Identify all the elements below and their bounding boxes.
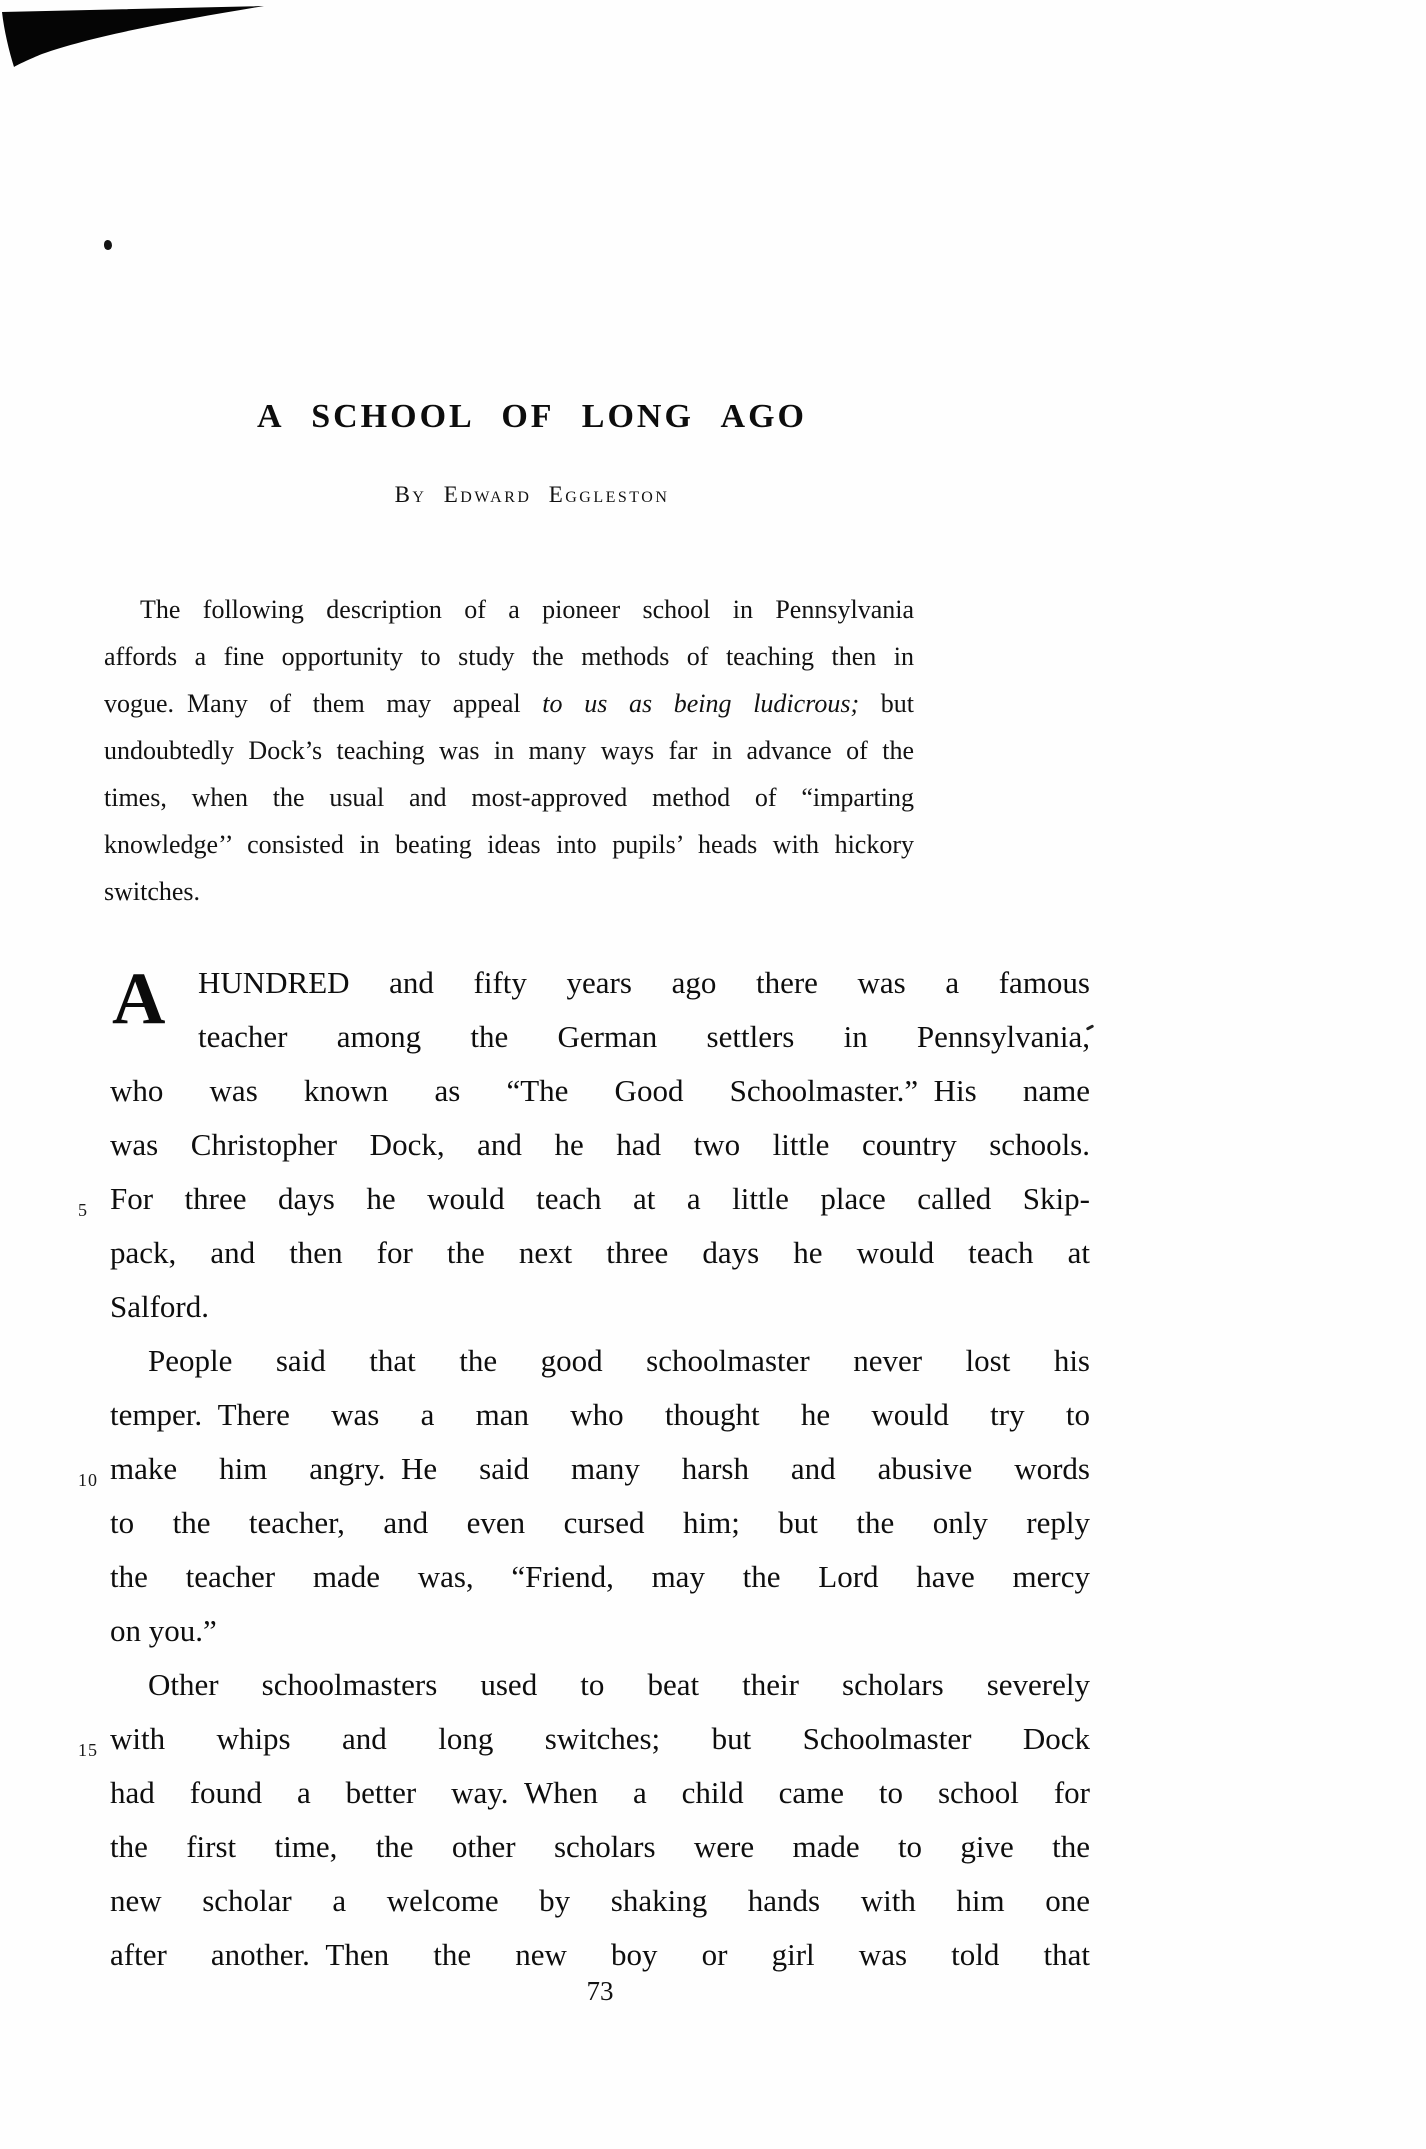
body-line: pack, and then for the next three days he would teach at [110, 1235, 1090, 1270]
body-line: People said that the good schoolmaster never lost his [148, 1343, 1090, 1378]
intro-line: knowledge’’ consisted in beating ideas into pupils’ heads with hickory [104, 830, 914, 859]
byline: By Edward Eggleston [394, 482, 670, 507]
intro-line [104, 680, 914, 727]
margin-line-number: 5 [78, 1200, 88, 1220]
body-line: teacher among the German settlers in Pennsylvania, [198, 1019, 1090, 1054]
body-line: had found a better way. When a child came to school for [110, 1775, 1090, 1810]
intro-line-italic-segment: to us as being ludicrous; [542, 689, 860, 718]
margin-line-number: 15 [78, 1740, 98, 1760]
intro-line-segment: but [859, 689, 915, 718]
body-line: the teacher made was, “Friend, may the Lord have mercy [110, 1559, 1090, 1594]
page-title: A SCHOOL OF LONG AGO [257, 398, 807, 435]
intro-line: affords a fine opportunity to study the methods of teaching then in [104, 642, 914, 671]
story-text [78, 956, 1090, 1982]
body-line: on you.” [110, 1613, 217, 1648]
body-line-text: make him angry. He said many harsh and abusive words [110, 1451, 1090, 1486]
body-line: was Christopher Dock, and he had two little country schools. [110, 1127, 1090, 1162]
intro-line: switches. [104, 877, 201, 906]
body-line: HUNDRED and fifty years ago there was a famous [198, 965, 1090, 1000]
intro-line: undoubtedly Dock’s teaching was in many ways far in advance of the [104, 736, 914, 765]
body-line: new scholar a welcome by shaking hands with him one [110, 1883, 1090, 1918]
body-line: Other schoolmasters used to beat their scholars severely [148, 1667, 1090, 1702]
body-line-text: For three days he would teach at a little place called Skip- [110, 1181, 1090, 1216]
page-number: 73 [586, 1976, 614, 2006]
body-line: who was known as “The Good Schoolmaster.” His name [110, 1073, 1090, 1108]
body-line: to the teacher, and even cursed him; but the only reply [110, 1505, 1090, 1540]
body-line: Salford. [110, 1289, 210, 1324]
body-line [78, 1442, 1090, 1496]
ink-speck-artifact [104, 240, 112, 250]
body-line [78, 1712, 1090, 1766]
drop-cap: A [112, 958, 166, 1040]
body-line-text: with whips and long switches; but Schoolmaster Dock [110, 1721, 1090, 1756]
intro-line-segment: vogue. Many of them may appeal [104, 689, 543, 718]
body-line: after another. Then the new boy or girl was told that [110, 1937, 1090, 1972]
intro-line: times, when the usual and most-approved method of “imparting [104, 783, 914, 812]
intro-line: The following description of a pioneer school in Pennsylvania [140, 595, 914, 624]
editor-introduction [104, 586, 914, 915]
body-line [78, 1172, 1090, 1226]
body-line: the first time, the other scholars were made to give the [110, 1829, 1090, 1864]
margin-line-number: 10 [78, 1470, 98, 1490]
title-block [104, 398, 960, 508]
body-line: temper. There was a man who thought he would try to [110, 1397, 1090, 1432]
corner-smudge-artifact [0, 0, 280, 80]
